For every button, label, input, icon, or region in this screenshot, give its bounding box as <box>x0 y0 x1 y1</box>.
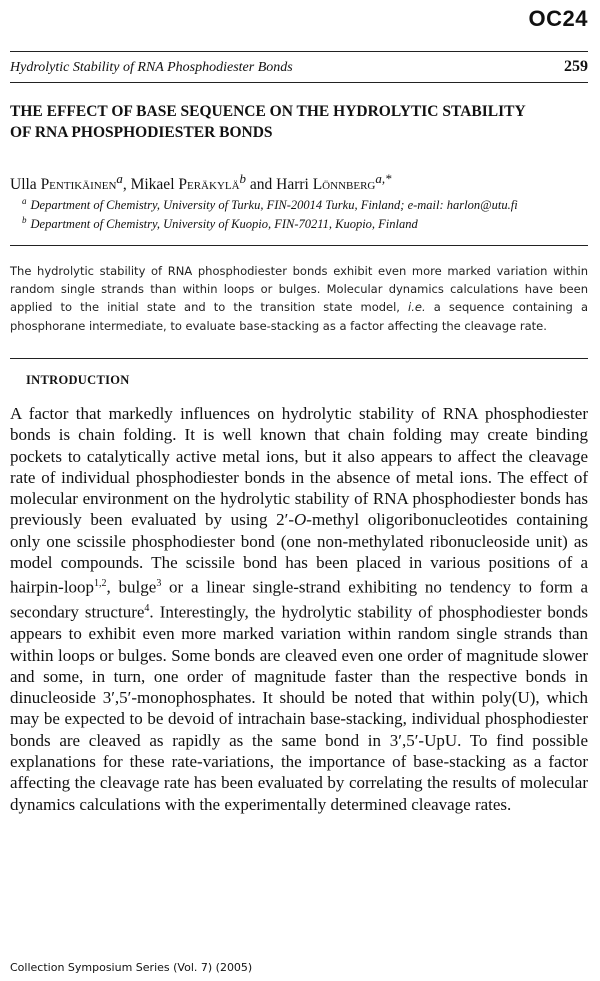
abstract-text-1: The hydrolytic stability of RNA phosphodiester bonds exhibit even more marked variation within random single strands than within loops or bulges. Molecular dynamics calculations have been applied to the initial state and to the transition state model, <box>10 264 588 315</box>
citation-4: 4 <box>144 603 150 615</box>
intro-text-5: . Interestingly, the hydrolytic stability of phosphodiester bonds appears to exhibit even more marked variation within random single strands than within loops or bulges. Some bonds are cleaved even one order of magnitude slower and some, in turn, one order of magnitude faster than the respective bonds in dinucleoside 3′,5′-monophosphates. It should be noted that within poly(U), which may be expected to be devoid of intrachain base-stacking, individual phosphodiester bonds are cleaved as rapidly as the same bond in 3′,5′-UpU. To find possible explanations for these rate-variations, the importance of base-stacking as a factor affecting the cleavage rate has been evaluated by correlating the results of molecular dynamics calculations with the experimentally determined cleavage rates. <box>10 602 589 814</box>
citation-1-2: 1,2 <box>94 578 107 590</box>
intro-text-3: , bulge <box>106 578 157 598</box>
intro-italic-o: O <box>294 510 307 530</box>
citation-3: 3 <box>156 578 162 590</box>
introduction-body <box>10 403 588 815</box>
section-heading: INTRODUCTION <box>26 373 130 387</box>
title-line-1: THE EFFECT OF BASE SEQUENCE ON THE HYDROLYTIC STABILITY <box>10 103 526 120</box>
intro-text-4: or a linear single-strand exhibiting no tendency to form a secondary structure <box>10 578 588 622</box>
author-3-last: Lönnberg <box>312 176 376 194</box>
author-1-first: Ulla <box>10 176 37 194</box>
author-3-affil-mark: a,* <box>375 171 392 186</box>
abstract-ie: i.e. <box>408 300 426 315</box>
abstract-rule-top <box>10 245 588 246</box>
author-1-last: Pentikäinen <box>40 176 117 194</box>
abstract-text-2: a sequence containing a phosphorane intermediate, to evaluate base-stacking as a factor affecting the cleavage rate. <box>10 300 588 333</box>
header-rule-bottom <box>10 82 588 83</box>
author-2-first: Mikael <box>130 176 175 194</box>
affiliation-a <box>22 196 518 213</box>
author-separator: , <box>122 176 131 194</box>
header-rule-top <box>10 51 588 52</box>
footer-citation: Collection Symposium Series (Vol. 7) (2005) <box>10 961 253 974</box>
running-title: Hydrolytic Stability of RNA Phosphodiester Bonds <box>10 60 293 75</box>
affiliation-a-mark: a <box>22 196 27 206</box>
author-1-affil-mark: a <box>116 171 123 186</box>
affiliation-b-text: Department of Chemistry, University of Kuopio, FIN-70211, Kuopio, Finland <box>30 217 418 232</box>
author-3-first: Harri <box>276 176 309 194</box>
author-2-affil-mark: b <box>239 171 246 186</box>
page-number: 259 <box>564 58 588 75</box>
affiliation-b-mark: b <box>22 215 27 225</box>
affiliation-a-text: Department of Chemistry, University of Turku, FIN-20014 Turku, Finland; e-mail: harlon@utu.fi <box>30 198 518 213</box>
intro-text-1: A factor that markedly influences on hydrolytic stability of RNA phosphodiester bonds is chain folding. It is well known that chain folding may create binding pockets to catalytically active metal ions, but it also appears to affect the cleavage rate of individual phosphodiester bonds in the absence of metal ions. The effect of molecular environment on the hydrolytic stability of RNA phosphodiester bonds has previously been evaluated by using 2′- <box>10 404 588 530</box>
author-and: and <box>246 176 277 194</box>
affiliation-b <box>22 215 418 232</box>
author-2-last: Peräkylä <box>178 176 240 194</box>
abstract <box>10 262 588 335</box>
title-line-2: OF RNA PHOSPHODIESTER BONDS <box>10 124 273 141</box>
intro-text-2: -methyl oligoribonucleotides containing only one scissile phosphodiester bond (one non-methylated ribonucleoside unit) as model compounds. The scissile bond has been placed in various positions of a hairpin-loop <box>10 510 588 598</box>
abstract-rule-bottom <box>10 358 588 359</box>
author-list <box>10 171 392 194</box>
paper-title <box>10 101 580 143</box>
symposium-code: OC24 <box>528 6 588 31</box>
